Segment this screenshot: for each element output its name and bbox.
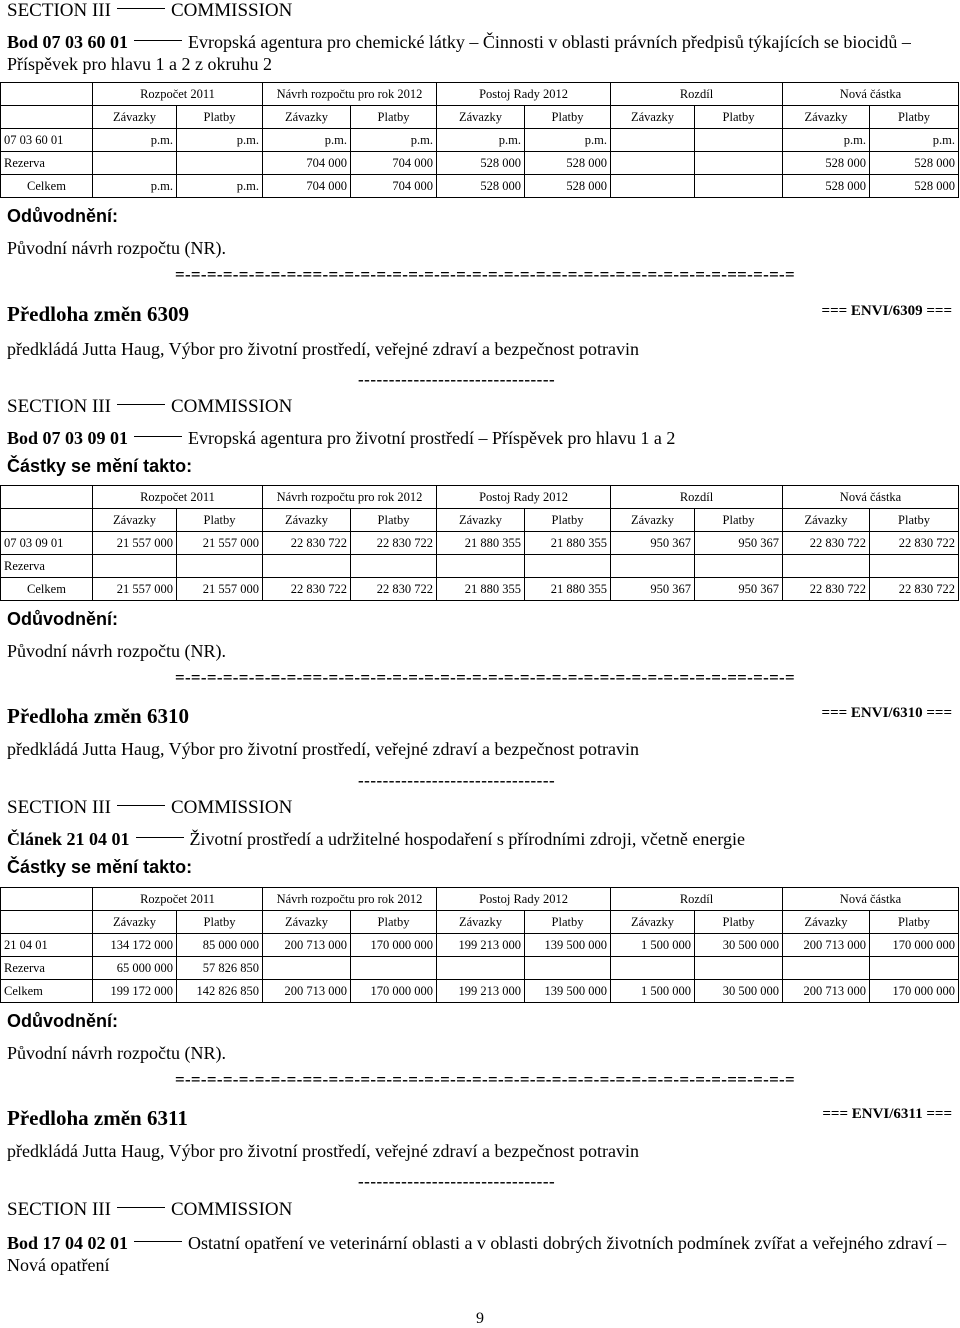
column-header-commitments: Závazky <box>437 106 525 129</box>
dash-separator: -------------------------------- <box>358 370 556 389</box>
amendment-code: === ENVI/6310 === <box>821 705 952 721</box>
dash-separator: -------------------------------- <box>358 1172 556 1191</box>
table-cell: 22 830 722 <box>870 578 959 601</box>
amounts-label: Částky se mění takto: <box>7 456 193 476</box>
row-label: Rezerva <box>1 555 93 578</box>
column-header-commitments: Závazky <box>263 106 351 129</box>
table-row <box>1 555 959 578</box>
table-cell: p.m. <box>93 129 177 152</box>
table-cell <box>437 957 525 980</box>
column-header-payments: Platby <box>870 509 959 532</box>
table-cell: p.m. <box>525 129 611 152</box>
table-cell <box>611 152 695 175</box>
amendment-title: Předloha změn 6309 <box>7 302 189 326</box>
column-header-commitments: Závazky <box>263 911 351 934</box>
table-cell: 199 213 000 <box>437 980 525 1003</box>
column-header-commitments: Závazky <box>783 911 870 934</box>
column-header-payments: Platby <box>870 911 959 934</box>
table-corner-cell <box>1 486 93 509</box>
table-cell: p.m. <box>351 129 437 152</box>
table-cell: 170 000 000 <box>351 980 437 1003</box>
table-cell <box>93 152 177 175</box>
table-cell: 170 000 000 <box>870 980 959 1003</box>
table-cell: 21 880 355 <box>525 532 611 555</box>
table-cell <box>695 175 783 198</box>
table-cell: 200 713 000 <box>263 934 351 957</box>
budget-table <box>0 82 959 198</box>
column-header-payments: Platby <box>695 911 783 934</box>
column-header-payments: Platby <box>525 911 611 934</box>
table-cell: 22 830 722 <box>263 532 351 555</box>
table-cell: p.m. <box>870 129 959 152</box>
table-cell <box>695 129 783 152</box>
table-cell: 22 830 722 <box>263 578 351 601</box>
column-header-payments: Platby <box>177 509 263 532</box>
separator: =-=-=-=-=-=-=-=-==-=-=-=-=-=-=-=-=-=-=-=-=-=-=-=-=-=-=-=-=-=-=-=-=-=-==-=-=-= <box>174 668 796 687</box>
row-label: Rezerva <box>1 152 93 175</box>
table-row <box>1 957 959 980</box>
budget-table <box>0 887 959 1003</box>
column-group-header: Nová částka <box>783 888 959 911</box>
table-cell: 21 880 355 <box>437 578 525 601</box>
column-header-payments: Platby <box>695 509 783 532</box>
table-cell: 528 000 <box>525 152 611 175</box>
table-cell: 139 500 000 <box>525 934 611 957</box>
amendment-code: === ENVI/6311 === <box>822 1106 952 1122</box>
column-header-payments: Platby <box>351 509 437 532</box>
row-label: Celkem <box>1 175 93 198</box>
table-cell: p.m. <box>93 175 177 198</box>
column-group-header: Rozdíl <box>611 486 783 509</box>
budget-line-title: Článek 21 04 01 Životní prostředí a udržitelné hospodaření s přírodními zdroji, včetně energie <box>7 829 746 849</box>
table-cell: 142 826 850 <box>177 980 263 1003</box>
budget-line-code: Bod 07 03 60 01 <box>7 32 129 52</box>
column-group-header: Rozpočet 2011 <box>93 888 263 911</box>
submitter-text: předkládá Jutta Haug, Výbor pro životní prostředí, veřejné zdraví a bezpečnost potravin <box>7 739 639 759</box>
table-cell: 528 000 <box>870 175 959 198</box>
table-cell: 57 826 850 <box>177 957 263 980</box>
amounts-label: Částky se mění takto: <box>7 857 193 877</box>
table-cell: 950 367 <box>695 578 783 601</box>
table-cell: 30 500 000 <box>695 980 783 1003</box>
column-header-commitments: Závazky <box>263 509 351 532</box>
submitter-text: předkládá Jutta Haug, Výbor pro životní prostředí, veřejné zdraví a bezpečnost potravin <box>7 1141 639 1161</box>
table-row <box>1 175 959 198</box>
column-header-commitments: Závazky <box>783 509 870 532</box>
column-group-header: Postoj Rady 2012 <box>437 888 611 911</box>
column-group-header: Rozdíl <box>611 888 783 911</box>
justification-text: Původní návrh rozpočtu (NR). <box>7 1043 226 1063</box>
table-cell <box>437 555 525 578</box>
column-group-header: Postoj Rady 2012 <box>437 83 611 106</box>
table-cell <box>783 555 870 578</box>
table-cell: 528 000 <box>870 152 959 175</box>
table-cell <box>177 152 263 175</box>
budget-line-title: Bod 17 04 02 01 Ostatní opatření ve veterinární oblasti a v oblasti dobrých životních podmínek zvířat a veřejného zdraví – Nová opatření <box>7 1233 947 1275</box>
table-cell: p.m. <box>437 129 525 152</box>
column-header-payments: Platby <box>525 509 611 532</box>
table-corner-cell <box>1 509 93 532</box>
justification-label: Odůvodnění: <box>7 609 118 629</box>
row-label: 07 03 09 01 <box>1 532 93 555</box>
column-group-header: Návrh rozpočtu pro rok 2012 <box>263 83 437 106</box>
table-cell: p.m. <box>177 129 263 152</box>
table-cell <box>93 555 177 578</box>
section-heading: SECTION III COMMISSION <box>7 1199 293 1220</box>
table-cell: 528 000 <box>783 152 870 175</box>
column-header-commitments: Závazky <box>93 106 177 129</box>
table-cell: 134 172 000 <box>93 934 177 957</box>
table-cell <box>611 175 695 198</box>
column-header-payments: Platby <box>525 106 611 129</box>
justification-text: Původní návrh rozpočtu (NR). <box>7 641 226 661</box>
column-header-payments: Platby <box>177 911 263 934</box>
table-cell: 950 367 <box>611 578 695 601</box>
table-cell: 950 367 <box>695 532 783 555</box>
table-cell: p.m. <box>263 129 351 152</box>
table-cell: 22 830 722 <box>783 578 870 601</box>
column-header-commitments: Závazky <box>611 509 695 532</box>
table-cell: 704 000 <box>263 152 351 175</box>
column-group-header: Postoj Rady 2012 <box>437 486 611 509</box>
table-cell: 199 213 000 <box>437 934 525 957</box>
column-header-commitments: Závazky <box>93 911 177 934</box>
column-header-commitments: Závazky <box>437 509 525 532</box>
table-cell: 704 000 <box>351 175 437 198</box>
justification-label: Odůvodnění: <box>7 1011 118 1031</box>
table-corner-cell <box>1 911 93 934</box>
table-corner-cell <box>1 106 93 129</box>
table-cell: 21 557 000 <box>177 578 263 601</box>
page-number: 9 <box>476 1310 484 1327</box>
table-cell: 1 500 000 <box>611 980 695 1003</box>
table-cell: p.m. <box>177 175 263 198</box>
budget-line-code: Bod 17 04 02 01 <box>7 1233 129 1253</box>
separator: =-=-=-=-=-=-=-=-==-=-=-=-=-=-=-=-=-=-=-=-=-=-=-=-=-=-=-=-=-=-=-=-=-=-==-=-=-= <box>174 1070 796 1089</box>
column-group-header: Rozpočet 2011 <box>93 486 263 509</box>
table-cell <box>525 957 611 980</box>
table-cell: 22 830 722 <box>870 532 959 555</box>
table-cell: 528 000 <box>783 175 870 198</box>
column-header-commitments: Závazky <box>783 106 870 129</box>
table-cell: 85 000 000 <box>177 934 263 957</box>
table-cell: 21 557 000 <box>93 578 177 601</box>
table-row <box>1 980 959 1003</box>
column-group-header: Návrh rozpočtu pro rok 2012 <box>263 888 437 911</box>
justification-text: Původní návrh rozpočtu (NR). <box>7 238 226 258</box>
section-heading: SECTION III COMMISSION <box>7 0 293 21</box>
amendment-title: Předloha změn 6310 <box>7 704 189 728</box>
table-cell: 200 713 000 <box>783 934 870 957</box>
budget-table <box>0 485 959 601</box>
table-row <box>1 532 959 555</box>
column-group-header: Návrh rozpočtu pro rok 2012 <box>263 486 437 509</box>
table-corner-cell <box>1 83 93 106</box>
table-cell: 704 000 <box>351 152 437 175</box>
table-row <box>1 934 959 957</box>
table-corner-cell <box>1 888 93 911</box>
table-cell: 22 830 722 <box>351 532 437 555</box>
table-cell: 65 000 000 <box>93 957 177 980</box>
table-cell: 30 500 000 <box>695 934 783 957</box>
table-cell: p.m. <box>783 129 870 152</box>
table-cell: 528 000 <box>525 175 611 198</box>
column-header-commitments: Závazky <box>611 106 695 129</box>
budget-line-title: Bod 07 03 09 01 Evropská agentura pro životní prostředí – Příspěvek pro hlavu 1 a 2 <box>7 428 676 448</box>
table-cell: 21 880 355 <box>525 578 611 601</box>
table-cell: 139 500 000 <box>525 980 611 1003</box>
row-label: 21 04 01 <box>1 934 93 957</box>
table-cell: 1 500 000 <box>611 934 695 957</box>
table-cell: 704 000 <box>263 175 351 198</box>
row-label: Celkem <box>1 578 93 601</box>
section-heading: SECTION III COMMISSION <box>7 396 293 417</box>
column-header-payments: Platby <box>351 106 437 129</box>
table-cell: 22 830 722 <box>783 532 870 555</box>
table-cell <box>611 555 695 578</box>
column-header-payments: Platby <box>351 911 437 934</box>
column-header-payments: Platby <box>695 106 783 129</box>
table-cell <box>263 957 351 980</box>
table-cell: 200 713 000 <box>263 980 351 1003</box>
table-row <box>1 578 959 601</box>
column-group-header: Nová částka <box>783 83 959 106</box>
table-cell: 528 000 <box>437 152 525 175</box>
column-header-payments: Platby <box>870 106 959 129</box>
table-cell <box>263 555 351 578</box>
table-cell <box>870 555 959 578</box>
table-cell <box>611 957 695 980</box>
table-cell <box>870 957 959 980</box>
column-header-commitments: Závazky <box>611 911 695 934</box>
budget-line-code: Článek 21 04 01 <box>7 829 130 849</box>
table-cell: 950 367 <box>611 532 695 555</box>
column-header-payments: Platby <box>177 106 263 129</box>
table-cell <box>525 555 611 578</box>
table-row <box>1 152 959 175</box>
table-cell <box>351 957 437 980</box>
column-group-header: Rozdíl <box>611 83 783 106</box>
column-header-commitments: Závazky <box>93 509 177 532</box>
table-cell <box>783 957 870 980</box>
table-cell: 21 880 355 <box>437 532 525 555</box>
row-label: 07 03 60 01 <box>1 129 93 152</box>
budget-line-title: Bod 07 03 60 01 Evropská agentura pro chemické látky – Činnosti v oblasti právních předpisů týkajících se biocidů – Příspěvek pro hlavu 1 a 2 z okruhu 2 <box>7 32 911 74</box>
table-cell <box>695 957 783 980</box>
amendment-code: === ENVI/6309 === <box>821 303 952 319</box>
table-cell: 199 172 000 <box>93 980 177 1003</box>
table-row <box>1 129 959 152</box>
budget-line-code: Bod 07 03 09 01 <box>7 428 129 448</box>
column-group-header: Rozpočet 2011 <box>93 83 263 106</box>
section-heading: SECTION III COMMISSION <box>7 797 293 818</box>
column-group-header: Nová částka <box>783 486 959 509</box>
justification-label: Odůvodnění: <box>7 206 118 226</box>
table-cell: 170 000 000 <box>351 934 437 957</box>
table-cell <box>351 555 437 578</box>
table-cell <box>695 152 783 175</box>
separator: =-=-=-=-=-=-=-=-==-=-=-=-=-=-=-=-=-=-=-=-=-=-=-=-=-=-=-=-=-=-=-=-=-=-==-=-=-= <box>174 265 796 284</box>
row-label: Celkem <box>1 980 93 1003</box>
table-cell: 528 000 <box>437 175 525 198</box>
table-cell: 21 557 000 <box>177 532 263 555</box>
submitter-text: předkládá Jutta Haug, Výbor pro životní prostředí, veřejné zdraví a bezpečnost potravin <box>7 339 639 359</box>
table-cell: 170 000 000 <box>870 934 959 957</box>
table-cell: 21 557 000 <box>93 532 177 555</box>
table-cell <box>611 129 695 152</box>
table-cell: 200 713 000 <box>783 980 870 1003</box>
row-label: Rezerva <box>1 957 93 980</box>
amendment-title: Předloha změn 6311 <box>7 1106 188 1130</box>
table-cell: 22 830 722 <box>351 578 437 601</box>
table-cell <box>695 555 783 578</box>
dash-separator: -------------------------------- <box>358 771 556 790</box>
column-header-commitments: Závazky <box>437 911 525 934</box>
table-cell <box>177 555 263 578</box>
